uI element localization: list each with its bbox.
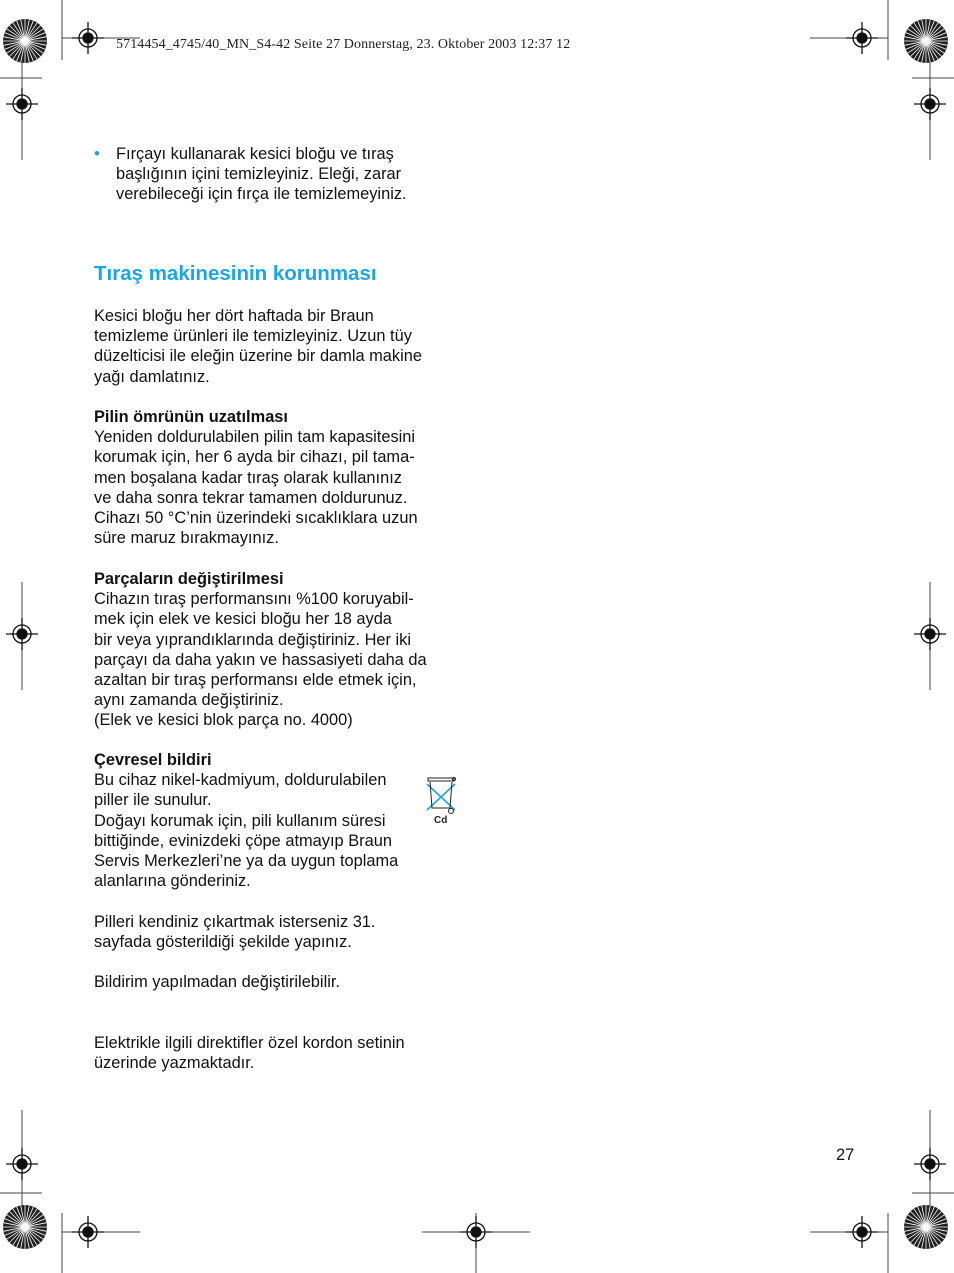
text-line: alanlarına gönderiniz. [94, 872, 251, 891]
electrical-paragraph [94, 1033, 464, 1073]
crossed-bin-icon [424, 774, 460, 831]
text-line: men boşalana kadar tıraş olarak kullanınız [94, 468, 402, 487]
battery-heading: Pilin ömrünün uzatılması [94, 408, 288, 426]
text-line: bir veya yıprandıklarında değiştiriniz. Her iki [94, 630, 412, 649]
text-line: Kesici bloğu her dört haftada bir Braun [94, 307, 374, 325]
cd-label: Cd [434, 815, 448, 826]
text-line: (Elek ve kesici blok parça no. 4000) [94, 711, 353, 730]
text-line: Bildirim yapılmadan değiştirilebilir. [94, 973, 340, 991]
text-line: Cihazın tıraş performansını %100 koruyabil- [94, 590, 414, 609]
text-line: Servis Merkezleri’ne ya da uygun toplama [94, 852, 399, 871]
environment-section [94, 750, 464, 891]
text-line: Elektrikle ilgili direktifler özel kordon setinin [94, 1034, 405, 1052]
replacement-section [94, 569, 464, 731]
text-line: piller ile sunulur. [94, 791, 212, 810]
text-line: parçayı da daha yakın ve hassasiyeti daha da [94, 650, 427, 669]
remove-batteries-paragraph [94, 912, 464, 952]
section-title: Tıraş makinesinin korunması [94, 262, 377, 285]
text-line: üzerinde yazmaktadır. [94, 1054, 255, 1073]
text-line: mek için elek ve kesici bloğu her 18 ayda [94, 610, 392, 629]
bullet-icon: • [94, 145, 100, 163]
text-line: Yeniden doldurulabilen pilin tam kapasitesini [94, 428, 416, 447]
text-line: sayfada gösterildiği şekilde yapınız. [94, 933, 352, 952]
text-line: süre maruz bırakmayınız. [94, 529, 279, 548]
text-line: temizleme ürünleri ile temizleyiniz. Uzun tüy [94, 327, 412, 346]
text-line: Bu cihaz nikel-kadmiyum, doldurulabilen [94, 771, 387, 790]
text-line: korumak için, her 6 ayda bir cihazı, pil tama- [94, 448, 415, 467]
text-line: Cihazı 50 °C’nin üzerindeki sıcaklıklara uzun [94, 509, 418, 528]
text-line: aynı zamanda değiştiriniz. [94, 691, 284, 710]
print-slug: 5714454_4745/40_MN_S4-42 Seite 27 Donnerstag, 23. Oktober 2003 12:37 12 [116, 37, 571, 52]
text-line: Pilleri kendiniz çıkartmak isterseniz 31. [94, 913, 376, 931]
text-line: ve daha sonra tekrar tamamen doldurunuz. [94, 488, 408, 507]
bullet-line: verebileceği için fırça ile temizlemeyiniz. [116, 185, 407, 204]
care-paragraph [94, 306, 464, 387]
intro-bullet [94, 144, 464, 205]
text-line: azaltan bir tıraş performansı elde etmek için, [94, 671, 417, 690]
bullet-line: başlığının içini temizleyiniz. Eleği, zarar [116, 165, 402, 184]
replacement-heading: Parçaların değiştirilmesi [94, 570, 284, 588]
environment-heading: Çevresel bildiri [94, 751, 212, 769]
text-line: bittiğinde, evinizdeki çöpe atmayıp Braun [94, 831, 392, 850]
battery-section [94, 407, 464, 548]
page-number: 27 [836, 1146, 855, 1164]
text-line: düzelticisi ile eleğin üzerine bir damla makine [94, 347, 422, 366]
bullet-line: Fırçayı kullanarak kesici bloğu ve tıraş [116, 145, 394, 163]
notice-paragraph [94, 972, 464, 992]
text-line: yağı damlatınız. [94, 367, 210, 386]
text-line: Doğayı korumak için, pili kullanım süresi [94, 811, 386, 830]
